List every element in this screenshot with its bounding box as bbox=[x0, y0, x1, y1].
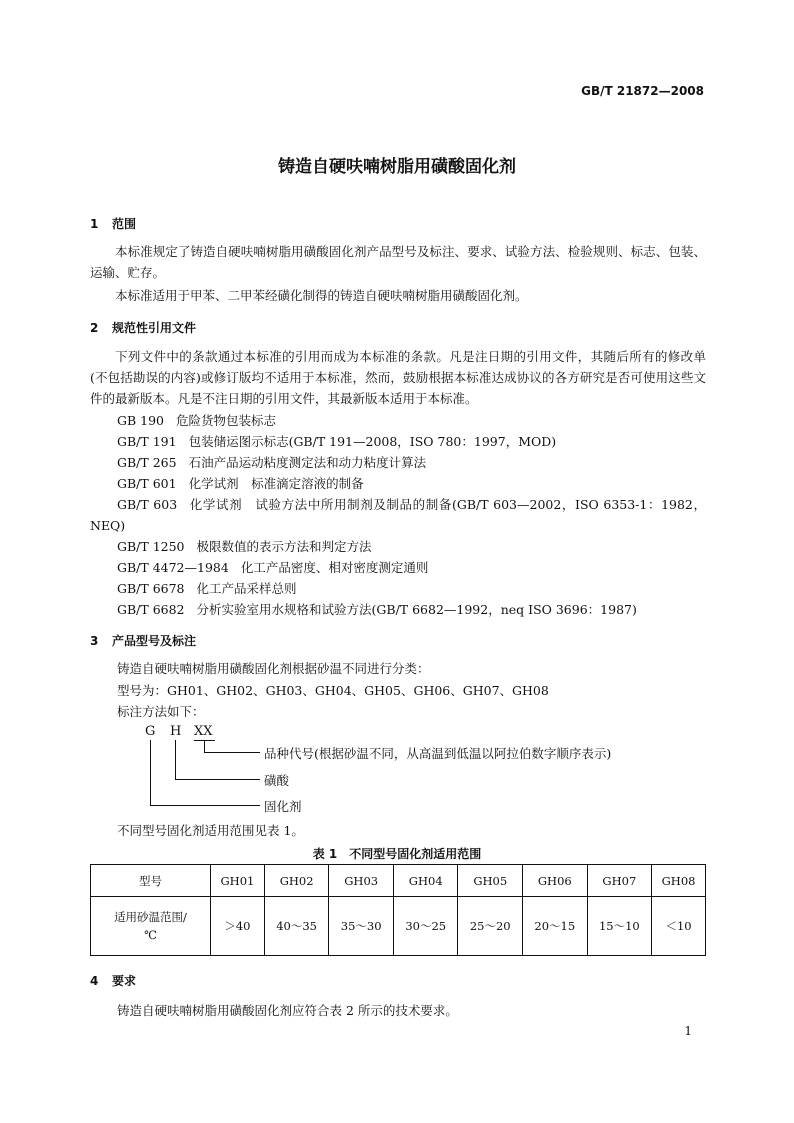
reference-item: GB/T 4472—1984 化工产品密度、相对密度测定通则 bbox=[117, 560, 429, 575]
section-3-para-1: 铸造自硬呋喃树脂用磺酸固化剂根据砂温不同进行分类： bbox=[117, 661, 430, 676]
table-cell: GH08 bbox=[652, 865, 706, 897]
table-cell: 30～25 bbox=[393, 897, 458, 956]
reference-item: GB/T 1250 极限数值的表示方法和判定方法 bbox=[117, 539, 372, 554]
table-cell: GH07 bbox=[587, 865, 652, 897]
g-leader-vertical bbox=[150, 740, 151, 805]
xx-leader-horizontal bbox=[204, 752, 260, 753]
table-cell: GH05 bbox=[458, 865, 523, 897]
reference-item: GB/T 265 石油产品运动粘度测定法和动力粘度计算法 bbox=[117, 455, 427, 470]
standard-code: GB/T 21872—2008 bbox=[581, 84, 704, 98]
table-row-header: 适用砂温范围/ ℃ bbox=[91, 897, 211, 956]
table-1-caption: 表 1 不同型号固化剂适用范围 bbox=[312, 847, 482, 861]
table-cell: 25～20 bbox=[458, 897, 523, 956]
xx-leader-vertical bbox=[204, 740, 205, 752]
table-row-header: 型号 bbox=[91, 865, 211, 897]
section-2-heading: 2 规范性引用文件 bbox=[90, 321, 197, 335]
notation-label-h: 磺酸 bbox=[264, 773, 290, 788]
table-cell: GH06 bbox=[523, 865, 588, 897]
table-cell: GH04 bbox=[393, 865, 458, 897]
document-title: 铸造自硬呋喃树脂用磺酸固化剂 bbox=[278, 157, 516, 177]
table-row bbox=[91, 897, 706, 956]
table-cell: GH03 bbox=[329, 865, 394, 897]
table-cell: ＜10 bbox=[652, 897, 706, 956]
notation-label-g: 固化剂 bbox=[264, 799, 302, 814]
section-1-heading: 1 范围 bbox=[90, 217, 137, 231]
table-row bbox=[91, 865, 706, 897]
notation-label-xx: 品种代号(根据砂温不同，从高温到低温以阿拉伯数字顺序表示) bbox=[264, 746, 612, 761]
page-number: 1 bbox=[684, 1024, 692, 1038]
section-1-para-2: 本标准适用于甲苯、二甲苯经磺化制得的铸造自硬呋喃树脂用磺酸固化剂。 bbox=[115, 288, 528, 303]
section-3-para-4: 不同型号固化剂适用范围见表 1。 bbox=[117, 823, 304, 838]
reference-item: GB/T 601 化学试剂 标准滴定溶液的制备 bbox=[117, 476, 364, 491]
section-4-heading: 4 要求 bbox=[90, 974, 137, 988]
g-leader-horizontal bbox=[150, 805, 260, 806]
section-1-para-1: 本标准规定了铸造自硬呋喃树脂用磺酸固化剂产品型号及标注、要求、试验方法、检验规则、标志、包装、运输、贮存。 bbox=[90, 244, 706, 280]
section-3-para-3: 标注方法如下： bbox=[117, 704, 205, 719]
section-3-para-2: 型号为：GH01、GH02、GH03、GH04、GH05、GH06、GH07、GH08 bbox=[117, 683, 549, 698]
notation-letter-g: G bbox=[145, 724, 156, 739]
table-cell: GH01 bbox=[211, 865, 265, 897]
notation-letters-xx: XX bbox=[194, 724, 213, 739]
table-cell: 35～30 bbox=[329, 897, 394, 956]
table-cell: 40～35 bbox=[264, 897, 329, 956]
reference-item: GB/T 6678 化工产品采样总则 bbox=[117, 581, 297, 596]
table-1 bbox=[90, 864, 706, 956]
reference-item: GB/T 191 包装储运图示标志(GB/T 191—2008，ISO 780：1997，MOD) bbox=[117, 434, 557, 449]
section-4-para-1: 铸造自硬呋喃树脂用磺酸固化剂应符合表 2 所示的技术要求。 bbox=[117, 1003, 458, 1018]
section-2-intro: 下列文件中的条款通过本标准的引用而成为本标准的条款。凡是注日期的引用文件，其随后所有的修改单(不包括勘误的内容)或修订版均不适用于本标准，然而，鼓励根据本标准达成协议的各方研究是否可使用这些文件的最新版本。凡是不注日期的引用文件，其最新版本适用于本标准。 bbox=[90, 349, 706, 406]
reference-item: GB/T 6682 分析实验室用水规格和试验方法(GB/T 6682—1992，neq ISO 3696：1987) bbox=[117, 602, 637, 617]
reference-item: GB 190 危险货物包装标志 bbox=[117, 413, 277, 428]
table-cell: GH02 bbox=[264, 865, 329, 897]
table-cell: 15～10 bbox=[587, 897, 652, 956]
reference-item: GB/T 603 化学试剂 试验方法中所用制剂及制品的制备(GB/T 603—2002，ISO 6353-1：1982，NEQ) bbox=[90, 497, 706, 533]
table-cell: ＞40 bbox=[211, 897, 265, 956]
section-3-heading: 3 产品型号及标注 bbox=[90, 634, 197, 648]
h-leader-horizontal bbox=[175, 779, 260, 780]
notation-letter-h: H bbox=[170, 724, 182, 739]
table-cell: 20～15 bbox=[523, 897, 588, 956]
h-leader-vertical bbox=[175, 740, 176, 779]
